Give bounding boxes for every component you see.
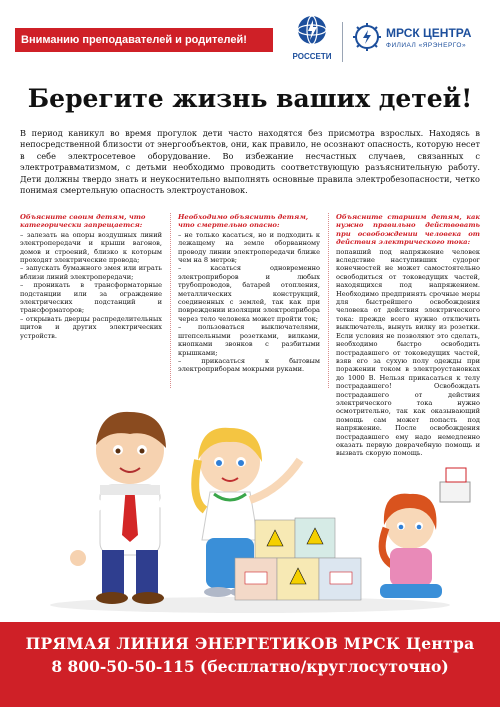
attention-banner: Вниманию преподавателей и родителей! — [15, 28, 273, 52]
hotline-title: ПРЯМАЯ ЛИНИЯ ЭНЕРГЕТИКОВ МРСК Центра — [25, 634, 475, 653]
list-item: – касаться одновременно электроприборов и любых трубопроводов, батарей отопления, металлических конструкций, соединенных с землей, так как при повреждении изоляции электроприбора через тело человека может пройти ток; — [178, 264, 320, 323]
list-item: – проникать в трансформаторные подстанции или за ограждение электрических подстанций и трансформаторов; — [20, 281, 162, 315]
list-item: – пользоваться выключателями, штепсельными розетками, вилками, кнопками звонков с разбитыми крышками; — [178, 323, 320, 357]
list-item: – прикасаться к бытовым электроприборам мокрыми руками. — [178, 356, 320, 374]
column-first-aid-text: попавший под напряжение человек вследствие наступивших судорог конечностей не может самостоятельно освободиться от токоведущих частей, находящихся под напряжением. Необходимо предпринять срочные меры для быстрейшего освобождения человека от действия электрического тока: прежде всего нужно отключить выключатель, вынуть вилку из розетки. Если условия не позволяют это сделать, необходимо быстро освободить пострадавшего от токоведущих частей, взяв его за сухую полу одежды при поражении током в электроустановках до 1000 В. Нельзя прикасаться к телу пострадавшего! Освобождать пострадавшего от действия электрического тока нужно осмотрительно, так как оказывающий помощь сам может попасть под напряжение. После освобождения пострадавшего ему надо немедленно оказать первую доврачебную помощь и вызвать скорую помощь. — [336, 247, 480, 458]
list-item: – запускать бумажного змея или играть вблизи линий электропередачи; — [20, 264, 162, 281]
mrsk-subtitle: ФИЛИАЛ «ЯРЭНЕРГО» — [386, 42, 467, 49]
column-forbidden — [20, 213, 162, 340]
rules-columns — [20, 213, 480, 458]
mrsk-logo — [352, 18, 492, 68]
cartoon-children-image — [0, 390, 500, 615]
column-deadly — [178, 213, 320, 374]
page-title: Берегите жизнь ваших детей! — [27, 84, 473, 113]
column-separator — [170, 213, 171, 388]
column-forbidden-heading: Объясните своим детям, что категорически запрещается: — [20, 213, 146, 230]
header — [0, 0, 500, 85]
boy-figure — [70, 412, 210, 604]
rosseti-logo — [290, 14, 334, 76]
list-item: – залезать на опоры воздушных линий электропередачи и крыши вагонов, домов и строений, близко к которым проходят электрические провода; — [20, 230, 162, 265]
logo-divider — [342, 22, 343, 62]
mrsk-name: МРСК ЦЕНТРА — [386, 26, 472, 40]
rosseti-emblem-icon — [296, 14, 328, 46]
column-deadly-heading: Необходимо объяснить детям, что смертельно опасно: — [178, 213, 309, 230]
list-item: – открывать дверцы распределительных щитов и других электрических устройств. — [20, 314, 162, 340]
column-separator — [328, 213, 329, 388]
column-first-aid-heading: Объясните старшим детям, как нужно правильно действовать при освобождении человека от действия электрического тока: — [336, 213, 480, 247]
intro-paragraph: В период каникул во время прогулок дети часто находятся без присмотра взрослых. Находясь в непосредственной близости от энергообъектов, они, как правило, не осознают опасность, которую несет в себе электросетевое оборудование. Во избежание несчастных случаев, связанных с электротравматизмом, с детьми необходимо проводить соответствующую разъяснительную работу. Дети должны твердо знать и неукоснительно выполнять основные правила электробезопасности, четко понимая смертельную опасность электроустановок. — [20, 128, 480, 196]
mrsk-emblem-icon — [352, 22, 382, 52]
rosseti-caption: РОССЕТИ — [292, 52, 332, 61]
hotline-phone[interactable]: 8 800-50-50-115 (бесплатно/круглосуточно) — [51, 657, 449, 676]
children-illustration — [0, 390, 500, 615]
list-item: – не только касаться, но и подходить к лежащему на земле оборванному проводу линии электропередачи ближе чем на 8 метров; — [178, 230, 320, 265]
red-haired-girl-figure — [380, 468, 470, 598]
hotline-footer — [0, 622, 500, 707]
